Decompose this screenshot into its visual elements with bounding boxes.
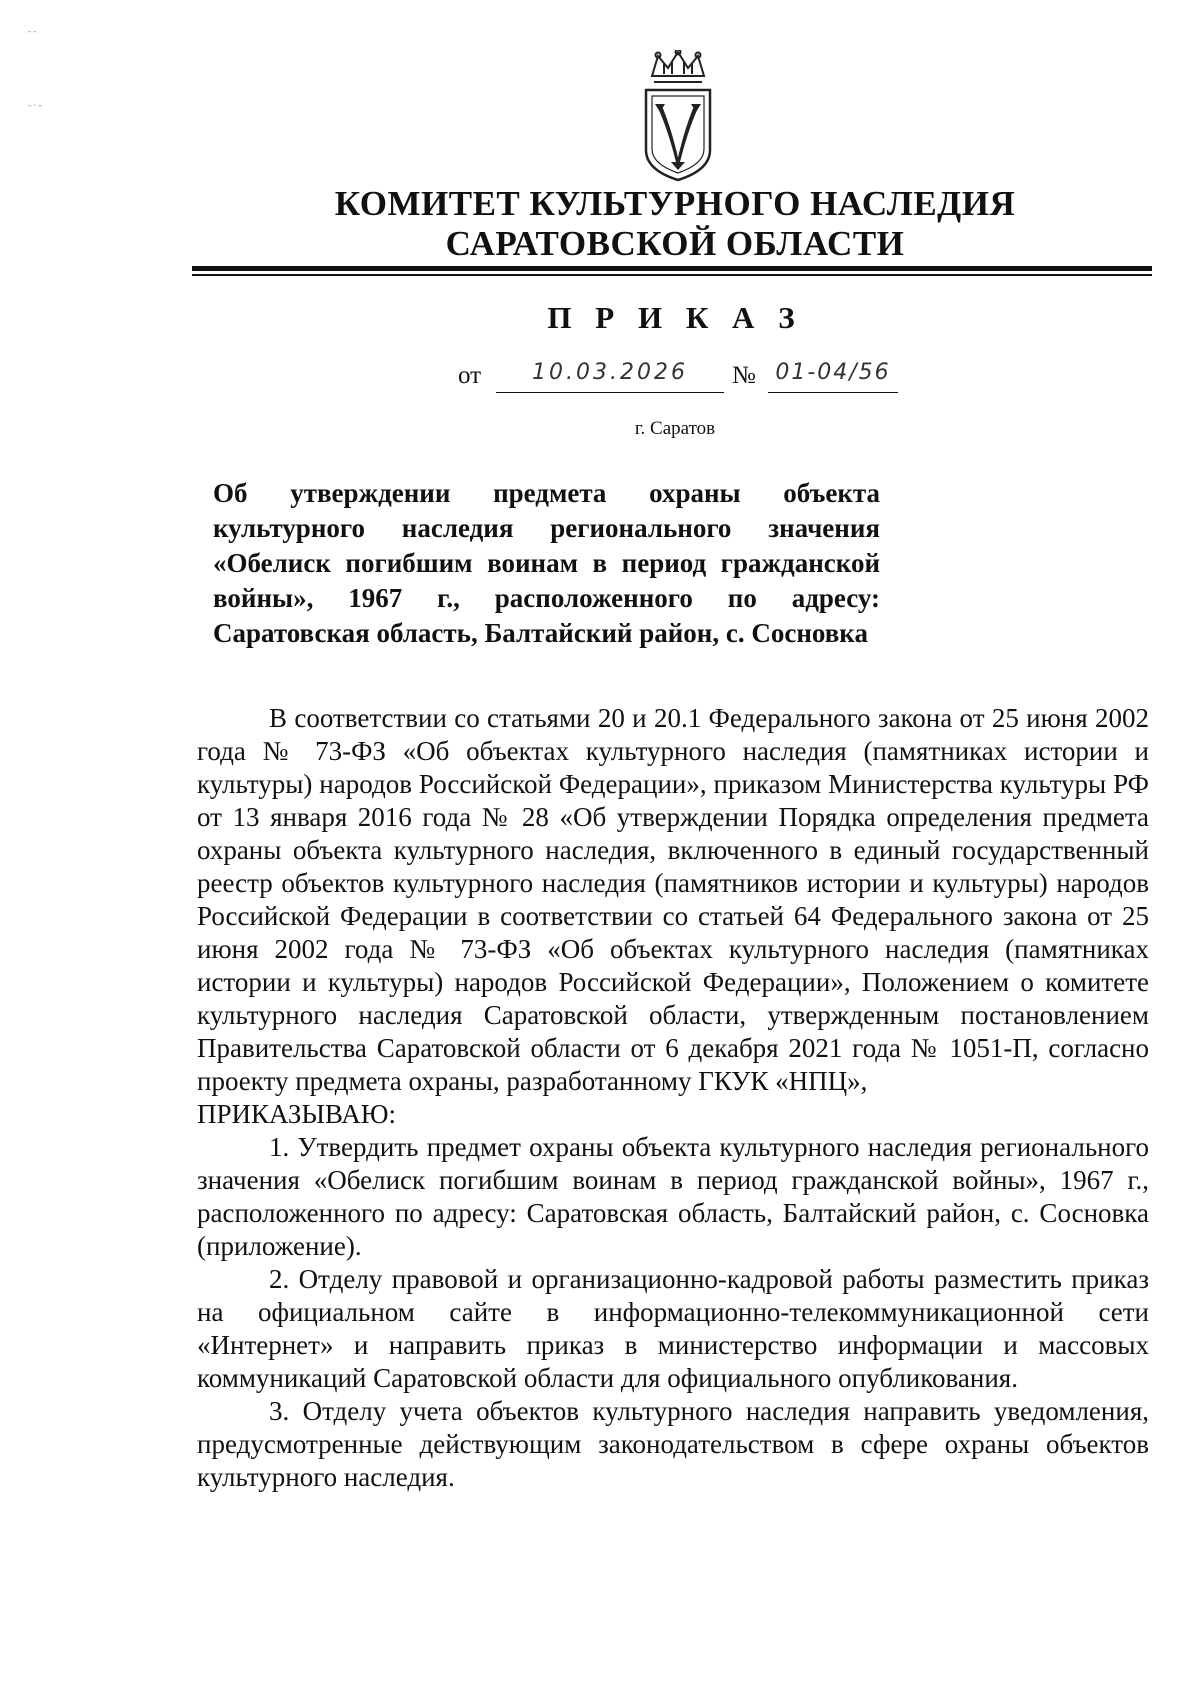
order-item-1: 1. Утвердить предмет охраны объекта культурного наследия регионального значения «Обелиск погибшим воинам в период гражданской войны», 1967 г., расположенного по адресу: Саратовская область, Балтайский район, с. Сосновка (приложение). (197, 1132, 1149, 1261)
order-item-2: 2. Отделу правовой и организационно-кадровой работы разместить приказ на официальном сайте в информационно-телекоммуникационной сети «Интернет» и направить приказ в министерство информации и массовых коммуникаций Саратовской области для официального опубликования. (197, 1264, 1149, 1393)
document-title: Об утверждении предмета охраны объекта культурного наследия регионального значения «Обелиск погибшим воинам в период гражданской войны», 1967 г., расположенного по адресу: Саратовская область, Балтайский район, с. Сосновка (213, 478, 880, 648)
date-prefix: от (458, 362, 482, 389)
scan-artifact: - - (28, 26, 37, 36)
document-date: 10.03.2026 (496, 358, 724, 393)
document-body (197, 702, 1149, 1494)
organization-name-line-2: САРАТОВСКОЙ ОБЛАСТИ (445, 224, 905, 263)
number-prefix: № (732, 362, 756, 389)
document-city: г. Саратов (634, 418, 716, 439)
header-rule-thin (192, 274, 1152, 276)
order-item-3: 3. Отделу учета объектов культурного наследия направить уведомления, предусмотренные действующим законодательством в сфере охраны объектов культурного наследия. (197, 1396, 1149, 1492)
header-rule-thick (192, 266, 1152, 271)
document-number: 01-04/56 (768, 358, 898, 393)
document-type: П Р И К А З (547, 300, 803, 335)
order-word: ПРИКАЗЫВАЮ: (197, 1099, 396, 1129)
preamble-paragraph: В соответствии со статьями 20 и 20.1 Федерального закона от 25 июня 2002 года № 73-ФЗ «Об объектах культурного наследия (памятниках истории и культуры) народов Российской Федерации», приказом Министерства культуры РФ от 13 января 2016 года № 28 «Об утверждении Порядка определения предмета охраны объекта культурного наследия, включенного в единый государственный реестр объектов культурного наследия (памятников истории и культуры) народов Российской Федерации в соответствии со статьей 64 Федерального закона от 25 июня 2002 года № 73-ФЗ «Об объектах культурного наследия (памятниках истории и культуры) народов Российской Федерации», Положением о комитете культурного наследия Саратовской области, утвержденным постановлением Правительства Саратовской области от 6 декабря 2021 года № 1051-П, согласно проекту предмета охраны, разработанному ГКУК «НПЦ», (197, 703, 1149, 1096)
scan-artifact: - · - (28, 100, 42, 110)
saratov-coat-of-arms-icon (638, 50, 718, 182)
organization-name-line-1: КОМИТЕТ КУЛЬТУРНОГО НАСЛЕДИЯ (334, 184, 1016, 223)
